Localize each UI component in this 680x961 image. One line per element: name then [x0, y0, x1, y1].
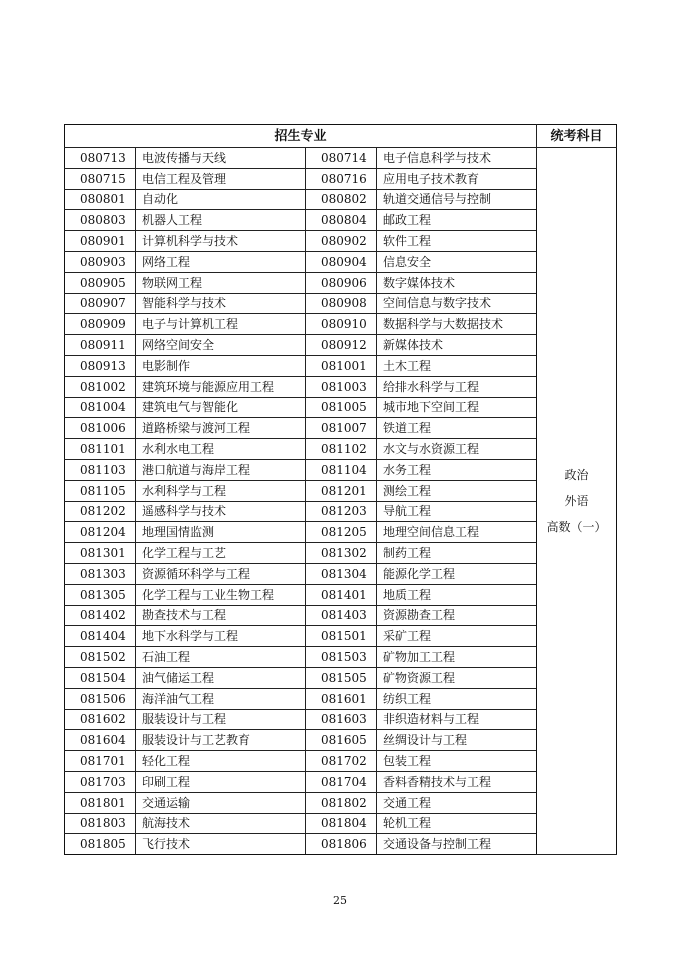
major-name-right: 水文与水资源工程	[377, 439, 537, 460]
major-code-right: 081603	[306, 709, 377, 730]
table-row	[65, 251, 617, 272]
major-name-right: 轮机工程	[377, 813, 537, 834]
major-code-left: 080913	[65, 355, 136, 376]
major-code-left: 081506	[65, 688, 136, 709]
table-row	[65, 563, 617, 584]
major-name-left: 机器人工程	[136, 210, 306, 231]
major-code-right: 081201	[306, 480, 377, 501]
major-code-left: 080903	[65, 251, 136, 272]
major-name-left: 电影制作	[136, 355, 306, 376]
major-name-right: 纺织工程	[377, 688, 537, 709]
major-name-right: 交通设备与控制工程	[377, 834, 537, 855]
major-code-right: 081104	[306, 459, 377, 480]
major-name-right: 软件工程	[377, 231, 537, 252]
table-row	[65, 771, 617, 792]
major-name-left: 勘查技术与工程	[136, 605, 306, 626]
major-name-right: 给排水科学与工程	[377, 376, 537, 397]
major-code-right: 080902	[306, 231, 377, 252]
table-row	[65, 480, 617, 501]
major-code-left: 080901	[65, 231, 136, 252]
major-name-right: 数字媒体技术	[377, 272, 537, 293]
major-name-left: 化学工程与工艺	[136, 543, 306, 564]
major-name-right: 地质工程	[377, 584, 537, 605]
major-name-left: 电信工程及管理	[136, 168, 306, 189]
exam-subject: 外语	[564, 494, 589, 509]
major-name-right: 采矿工程	[377, 626, 537, 647]
major-code-right: 080904	[306, 251, 377, 272]
exam-subjects-cell	[537, 148, 617, 855]
table-row	[65, 522, 617, 543]
major-code-right: 081001	[306, 355, 377, 376]
major-code-left: 081404	[65, 626, 136, 647]
major-name-left: 印刷工程	[136, 771, 306, 792]
major-name-right: 包装工程	[377, 751, 537, 772]
major-name-right: 制药工程	[377, 543, 537, 564]
major-code-left: 081504	[65, 667, 136, 688]
major-name-right: 交通工程	[377, 792, 537, 813]
major-code-right: 080714	[306, 148, 377, 169]
table-row	[65, 792, 617, 813]
major-code-right: 081702	[306, 751, 377, 772]
major-code-left: 081602	[65, 709, 136, 730]
table-row	[65, 439, 617, 460]
major-code-left: 080801	[65, 189, 136, 210]
table-row	[65, 647, 617, 668]
major-code-left: 080713	[65, 148, 136, 169]
major-code-right: 080910	[306, 314, 377, 335]
table-row	[65, 355, 617, 376]
major-code-right: 080908	[306, 293, 377, 314]
major-name-left: 计算机科学与技术	[136, 231, 306, 252]
major-code-right: 081205	[306, 522, 377, 543]
major-code-right: 081003	[306, 376, 377, 397]
major-name-right: 数据科学与大数据技术	[377, 314, 537, 335]
major-name-left: 轻化工程	[136, 751, 306, 772]
table-row	[65, 168, 617, 189]
table-row	[65, 189, 617, 210]
major-code-left: 080905	[65, 272, 136, 293]
major-code-left: 080715	[65, 168, 136, 189]
major-name-right: 电子信息科学与技术	[377, 148, 537, 169]
major-code-right: 081601	[306, 688, 377, 709]
table-row	[65, 231, 617, 252]
major-code-right: 081304	[306, 563, 377, 584]
table-row	[65, 210, 617, 231]
table-row	[65, 667, 617, 688]
major-name-left: 交通运输	[136, 792, 306, 813]
major-code-left: 081202	[65, 501, 136, 522]
major-name-right: 城市地下空间工程	[377, 397, 537, 418]
major-name-left: 电波传播与天线	[136, 148, 306, 169]
major-name-left: 道路桥梁与渡河工程	[136, 418, 306, 439]
major-name-left: 水利水电工程	[136, 439, 306, 460]
header-major: 招生专业	[65, 125, 537, 148]
major-code-right: 081007	[306, 418, 377, 439]
major-code-left: 081002	[65, 376, 136, 397]
table-row	[65, 709, 617, 730]
major-code-left: 081103	[65, 459, 136, 480]
major-code-left: 081805	[65, 834, 136, 855]
exam-subject: 政治	[564, 468, 589, 483]
major-name-right: 应用电子技术教育	[377, 168, 537, 189]
major-name-right: 非织造材料与工程	[377, 709, 537, 730]
major-name-left: 飞行技术	[136, 834, 306, 855]
major-name-left: 航海技术	[136, 813, 306, 834]
major-code-left: 081105	[65, 480, 136, 501]
table-row	[65, 418, 617, 439]
major-name-right: 导航工程	[377, 501, 537, 522]
page-number: 25	[333, 894, 347, 907]
table-row	[65, 605, 617, 626]
table-row	[65, 626, 617, 647]
major-name-right: 地理空间信息工程	[377, 522, 537, 543]
major-name-right: 水务工程	[377, 459, 537, 480]
major-code-right: 081203	[306, 501, 377, 522]
major-name-left: 资源循环科学与工程	[136, 563, 306, 584]
table-row	[65, 148, 617, 169]
major-name-right: 轨道交通信号与控制	[377, 189, 537, 210]
major-code-left: 081502	[65, 647, 136, 668]
major-name-left: 地下水科学与工程	[136, 626, 306, 647]
major-code-right: 081802	[306, 792, 377, 813]
table-row	[65, 501, 617, 522]
major-name-right: 能源化学工程	[377, 563, 537, 584]
major-name-left: 建筑环境与能源应用工程	[136, 376, 306, 397]
major-code-left: 081303	[65, 563, 136, 584]
major-name-right: 土木工程	[377, 355, 537, 376]
major-code-right: 081503	[306, 647, 377, 668]
table-row	[65, 376, 617, 397]
major-name-right: 矿物资源工程	[377, 667, 537, 688]
major-code-right: 081501	[306, 626, 377, 647]
major-code-right: 080804	[306, 210, 377, 231]
major-name-left: 服装设计与工程	[136, 709, 306, 730]
major-code-left: 081701	[65, 751, 136, 772]
major-name-left: 智能科学与技术	[136, 293, 306, 314]
header-subject: 统考科目	[537, 125, 617, 148]
major-name-left: 遥感科学与技术	[136, 501, 306, 522]
table-row	[65, 688, 617, 709]
major-code-right: 081804	[306, 813, 377, 834]
major-code-left: 081004	[65, 397, 136, 418]
major-name-left: 网络工程	[136, 251, 306, 272]
major-name-right: 香料香精技术与工程	[377, 771, 537, 792]
major-code-left: 081006	[65, 418, 136, 439]
table-row	[65, 335, 617, 356]
major-code-right: 081704	[306, 771, 377, 792]
major-name-left: 港口航道与海岸工程	[136, 459, 306, 480]
major-code-left: 081301	[65, 543, 136, 564]
major-name-left: 物联网工程	[136, 272, 306, 293]
table-row	[65, 293, 617, 314]
table-row	[65, 459, 617, 480]
major-code-right: 080912	[306, 335, 377, 356]
major-code-right: 081505	[306, 667, 377, 688]
major-code-left: 081402	[65, 605, 136, 626]
major-code-right: 080802	[306, 189, 377, 210]
major-code-right: 081005	[306, 397, 377, 418]
table-row	[65, 751, 617, 772]
major-name-right: 矿物加工工程	[377, 647, 537, 668]
major-name-left: 建筑电气与智能化	[136, 397, 306, 418]
major-code-right: 081806	[306, 834, 377, 855]
major-code-right: 080906	[306, 272, 377, 293]
table-row	[65, 730, 617, 751]
major-name-right: 邮政工程	[377, 210, 537, 231]
major-name-right: 测绘工程	[377, 480, 537, 501]
major-name-right: 信息安全	[377, 251, 537, 272]
major-name-right: 丝绸设计与工程	[377, 730, 537, 751]
major-name-left: 海洋油气工程	[136, 688, 306, 709]
table-row	[65, 272, 617, 293]
major-name-left: 服装设计与工艺教育	[136, 730, 306, 751]
major-name-right: 资源勘查工程	[377, 605, 537, 626]
table-row	[65, 584, 617, 605]
majors-table	[64, 124, 617, 855]
major-name-left: 自动化	[136, 189, 306, 210]
major-code-left: 081803	[65, 813, 136, 834]
major-code-left: 081801	[65, 792, 136, 813]
major-code-right: 081302	[306, 543, 377, 564]
major-name-left: 地理国情监测	[136, 522, 306, 543]
major-code-left: 081703	[65, 771, 136, 792]
major-code-left: 080803	[65, 210, 136, 231]
major-name-right: 空间信息与数字技术	[377, 293, 537, 314]
major-code-left: 080911	[65, 335, 136, 356]
major-code-left: 081604	[65, 730, 136, 751]
table-row	[65, 834, 617, 855]
table-row	[65, 813, 617, 834]
major-code-right: 081605	[306, 730, 377, 751]
major-name-left: 网络空间安全	[136, 335, 306, 356]
major-code-left: 081204	[65, 522, 136, 543]
major-name-left: 水利科学与工程	[136, 480, 306, 501]
major-code-left: 081305	[65, 584, 136, 605]
major-name-right: 新媒体技术	[377, 335, 537, 356]
major-name-left: 油气储运工程	[136, 667, 306, 688]
major-code-left: 080909	[65, 314, 136, 335]
table-row	[65, 543, 617, 564]
major-code-right: 081102	[306, 439, 377, 460]
major-name-right: 铁道工程	[377, 418, 537, 439]
major-name-left: 化学工程与工业生物工程	[136, 584, 306, 605]
major-code-left: 080907	[65, 293, 136, 314]
table-row	[65, 397, 617, 418]
major-code-right: 081401	[306, 584, 377, 605]
major-name-left: 石油工程	[136, 647, 306, 668]
table-header-row	[65, 125, 617, 148]
table-row	[65, 314, 617, 335]
major-name-left: 电子与计算机工程	[136, 314, 306, 335]
exam-subject: 高数（一）	[546, 520, 607, 535]
major-code-right: 080716	[306, 168, 377, 189]
major-code-left: 081101	[65, 439, 136, 460]
major-code-right: 081403	[306, 605, 377, 626]
